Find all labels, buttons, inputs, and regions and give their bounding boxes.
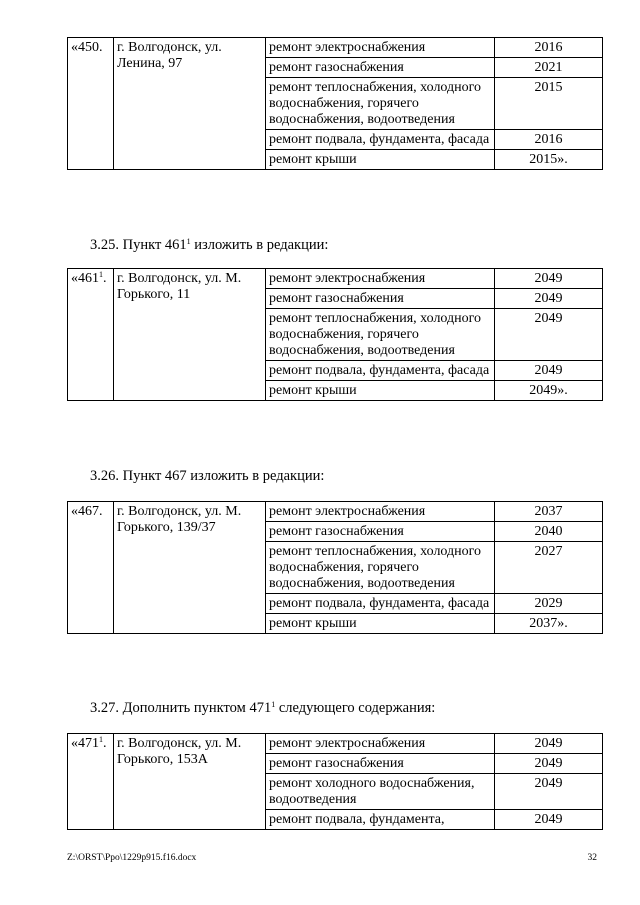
work-type: ремонт крыши xyxy=(266,614,495,634)
table-item-467 xyxy=(67,501,603,634)
work-year: 2037». xyxy=(495,614,603,634)
work-type: ремонт подвала, фундамента, xyxy=(266,810,495,830)
paragraph-3-26: 3.26. Пункт 467 изложить в редакции: xyxy=(90,468,325,484)
work-type: ремонт подвала, фундамента, фасада xyxy=(266,130,495,150)
paragraph-3-25: 3.25. Пункт $461^1$ изложить в редакции: xyxy=(90,237,329,253)
work-type: ремонт подвала, фундамента, фасада xyxy=(266,361,495,381)
work-type: ремонт газоснабжения xyxy=(266,754,495,774)
work-year: 2049 xyxy=(495,269,603,289)
work-type: ремонт электроснабжения xyxy=(266,734,495,754)
work-type: ремонт электроснабжения xyxy=(266,38,495,58)
work-year: 2049 xyxy=(495,754,603,774)
item-number: «$461^1$. xyxy=(68,269,114,401)
work-type: ремонт холодного водоснабжения, водоотведения xyxy=(266,774,495,810)
item-address: г. Волгодонск, ул. М. Горького, 11 xyxy=(114,269,266,401)
paragraph-3-27: 3.27. Дополнить пунктом $471^1$ следующего содержания: xyxy=(90,700,436,716)
work-year: 2049». xyxy=(495,381,603,401)
item-number: «450. xyxy=(68,38,114,170)
work-year: 2021 xyxy=(495,58,603,78)
work-year: 2049 xyxy=(495,734,603,754)
item-address: г. Волгодонск, ул. М. Горького, 139/37 xyxy=(114,502,266,634)
work-type: ремонт теплоснабжения, холодного водоснабжения, горячего водоснабжения, водоотведения xyxy=(266,542,495,594)
table-item-461-1 xyxy=(67,268,603,401)
work-year: 2016 xyxy=(495,38,603,58)
work-year: 2015». xyxy=(495,150,603,170)
work-type: ремонт крыши xyxy=(266,150,495,170)
work-type: ремонт газоснабжения xyxy=(266,289,495,309)
table-item-471-1 xyxy=(67,733,603,830)
work-type: ремонт электроснабжения xyxy=(266,269,495,289)
work-type: ремонт электроснабжения xyxy=(266,502,495,522)
footer-page-number: 32 xyxy=(587,853,597,863)
item-number: «467. xyxy=(68,502,114,634)
item-number: «$471^1$. xyxy=(68,734,114,830)
table-item-450 xyxy=(67,37,603,170)
work-year: 2029 xyxy=(495,594,603,614)
work-type: ремонт газоснабжения xyxy=(266,58,495,78)
work-year: 2027 xyxy=(495,542,603,594)
work-year: 2049 xyxy=(495,810,603,830)
work-type: ремонт теплоснабжения, холодного водоснабжения, горячего водоснабжения, водоотведения xyxy=(266,78,495,130)
work-year: 2049 xyxy=(495,309,603,361)
item-address: г. Волгодонск, ул. Ленина, 97 xyxy=(114,38,266,170)
work-type: ремонт крыши xyxy=(266,381,495,401)
work-year: 2049 xyxy=(495,774,603,810)
work-type: ремонт газоснабжения xyxy=(266,522,495,542)
work-year: 2049 xyxy=(495,361,603,381)
work-type: ремонт подвала, фундамента, фасада xyxy=(266,594,495,614)
work-type: ремонт теплоснабжения, холодного водоснабжения, горячего водоснабжения, водоотведения xyxy=(266,309,495,361)
item-address: г. Волгодонск, ул. М. Горького, 153А xyxy=(114,734,266,830)
work-year: 2016 xyxy=(495,130,603,150)
work-year: 2037 xyxy=(495,502,603,522)
footer-file-path: Z:\ORST\Ppo\1229p915.f16.docx xyxy=(67,853,197,863)
work-year: 2015 xyxy=(495,78,603,130)
work-year: 2040 xyxy=(495,522,603,542)
work-year: 2049 xyxy=(495,289,603,309)
